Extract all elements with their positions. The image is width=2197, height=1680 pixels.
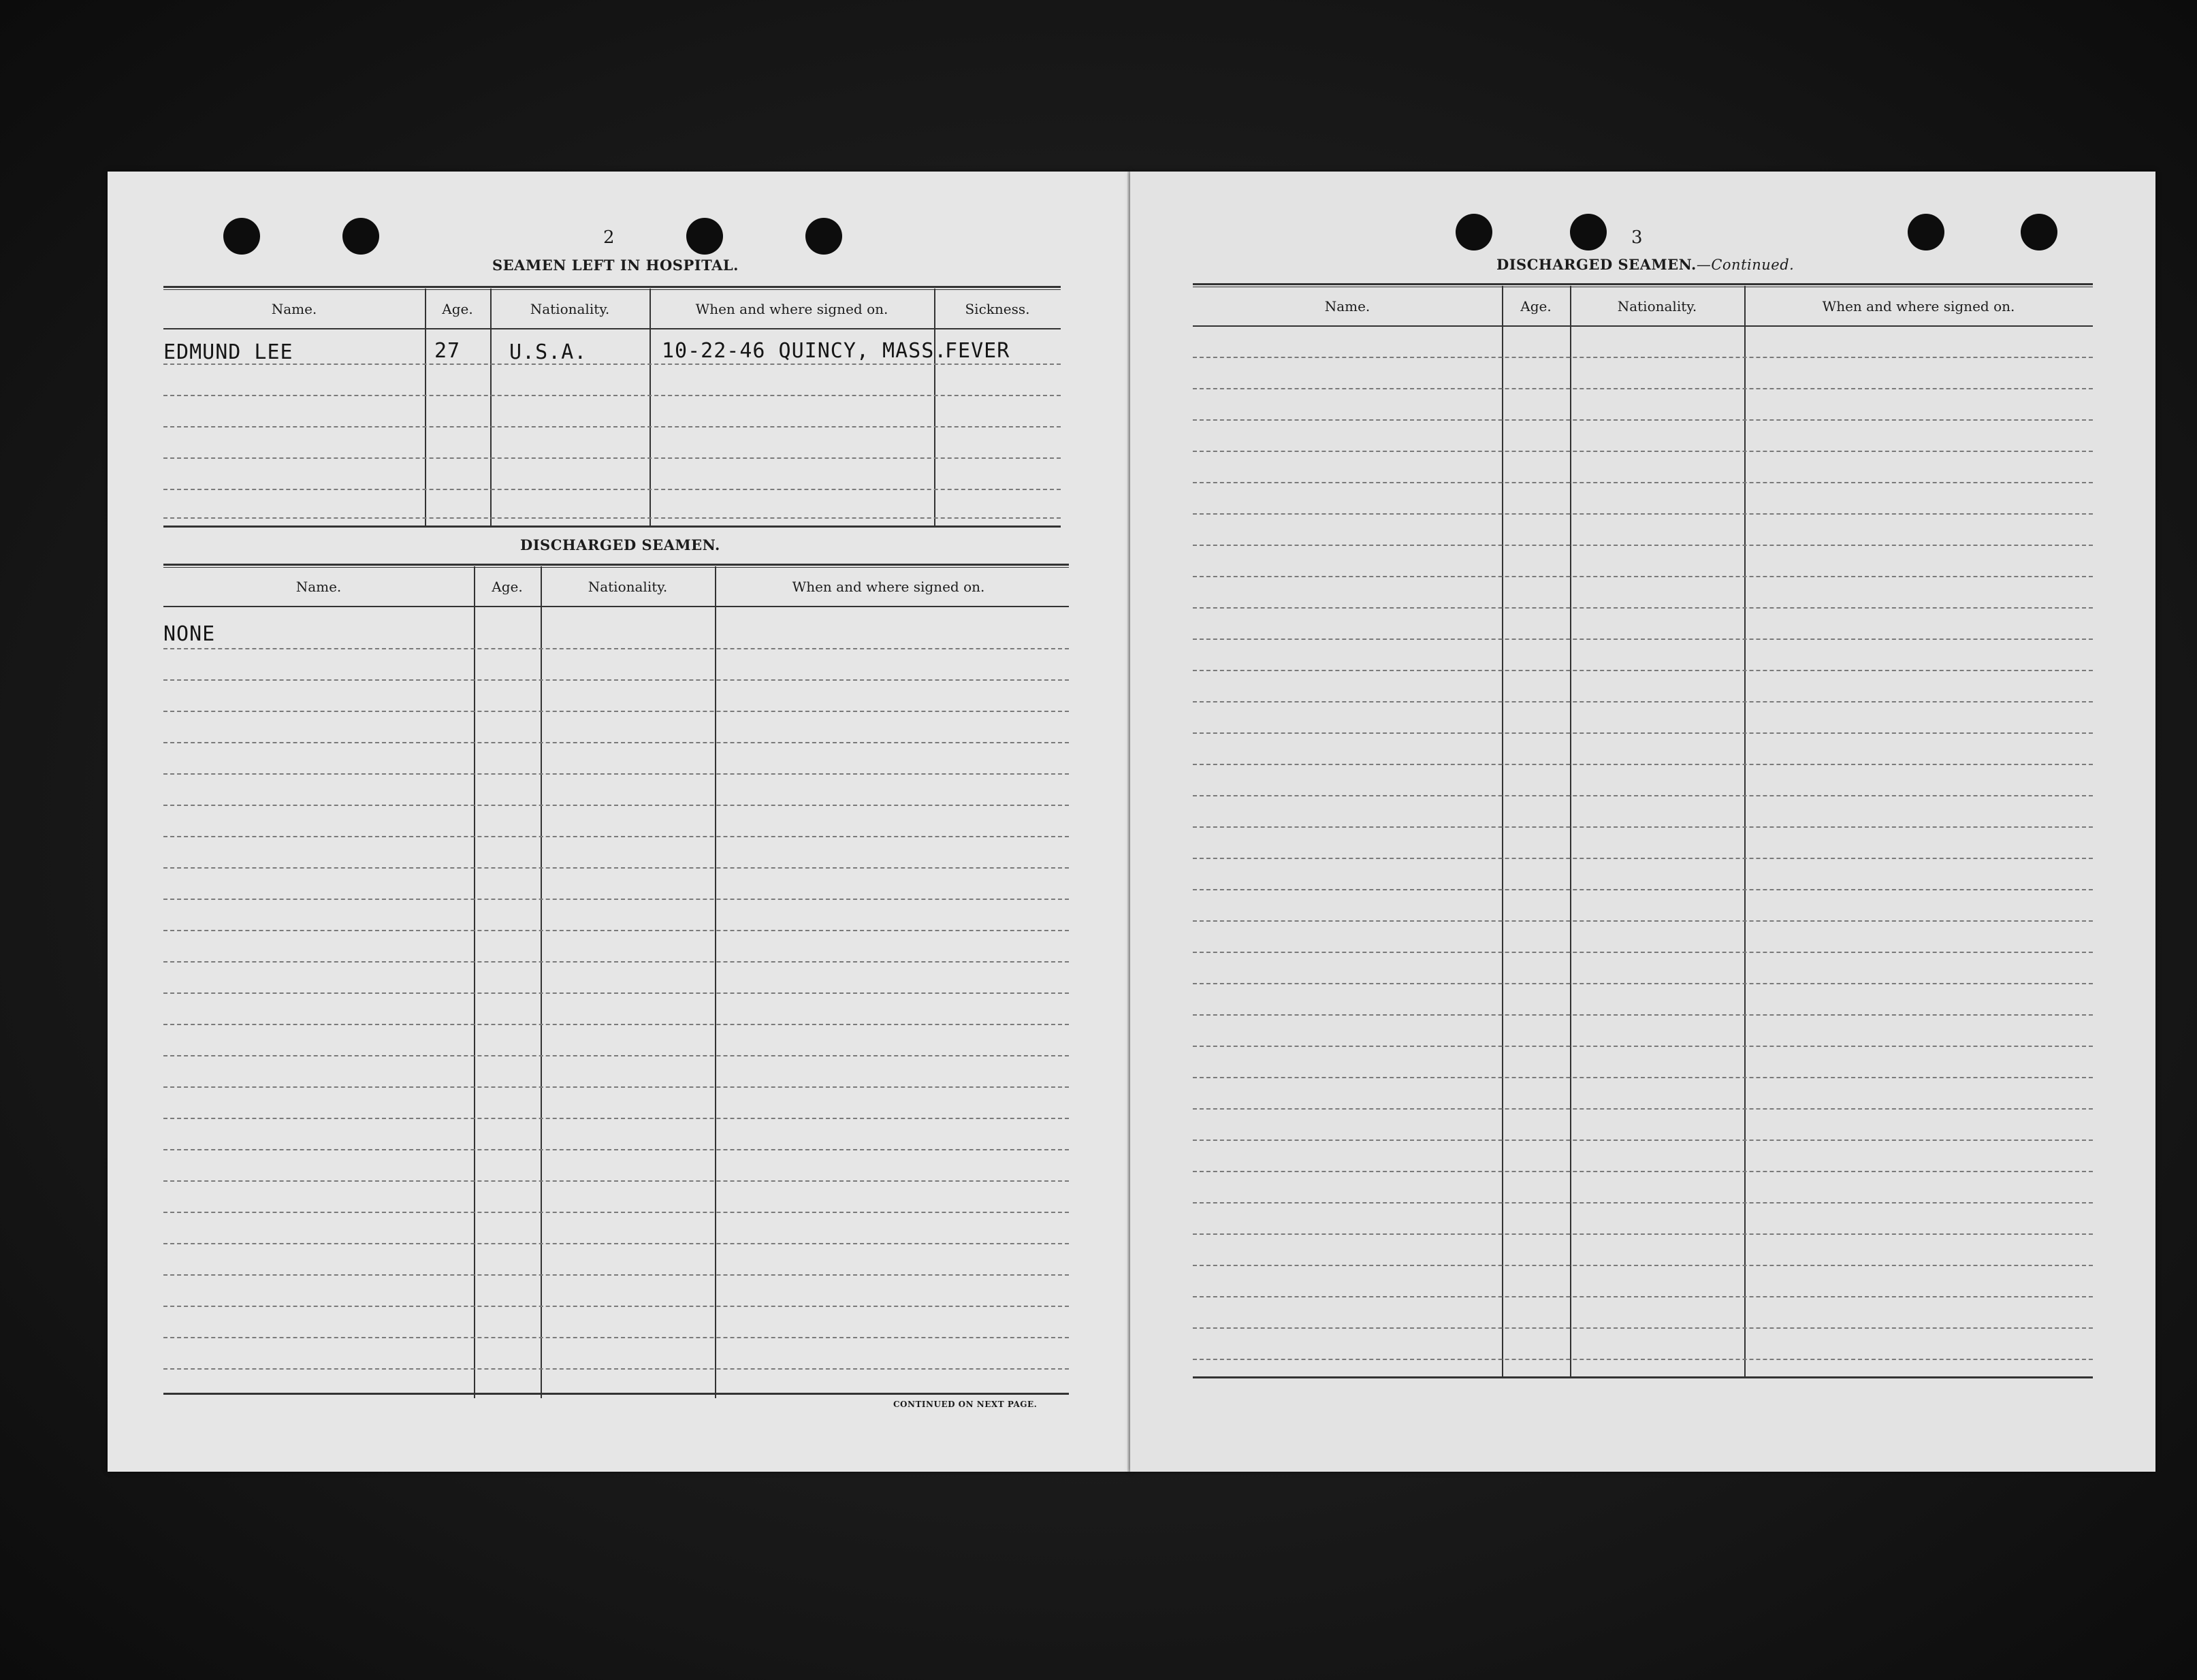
hospital-header-nationality: Nationality.: [530, 301, 610, 317]
punch-hole: [1456, 214, 1492, 251]
hospital-section-title: SEAMEN LEFT IN HOSPITAL.: [492, 257, 739, 274]
punch-hole: [686, 218, 723, 255]
hospital-row-nationality: U.S.A.: [509, 340, 588, 364]
discharged-section-title: DISCHARGED SEAMEN.: [520, 536, 720, 553]
page-number: 2: [603, 227, 615, 248]
punch-hole: [2021, 214, 2057, 251]
right-page: [1130, 172, 2155, 1472]
left-page: [108, 172, 1130, 1472]
punch-hole: [1570, 214, 1607, 251]
continued-header-age: Age.: [1520, 298, 1552, 314]
discharged-continued-title: DISCHARGED SEAMEN.—Continued.: [1496, 256, 1795, 273]
hospital-row-signed-on: 10-22-46 QUINCY, MASS.: [662, 339, 948, 363]
hospital-row-name: EDMUND LEE: [163, 340, 293, 364]
punch-hole: [1908, 214, 1944, 251]
punch-hole: [342, 218, 379, 255]
punch-hole: [805, 218, 842, 255]
discharged-header-nationality: Nationality.: [588, 579, 668, 595]
hospital-header-age: Age.: [442, 301, 473, 317]
continued-header-name: Name.: [1324, 298, 1370, 314]
hospital-header-name: Name.: [271, 301, 317, 317]
discharged-header-name: Name.: [295, 579, 342, 595]
discharged-header-signed-on: When and where signed on.: [792, 579, 985, 595]
hospital-row-sickness: FEVER: [945, 339, 1010, 363]
discharged-continued-table: [1193, 283, 2093, 1372]
continued-footer: CONTINUED ON NEXT PAGE.: [893, 1400, 1038, 1409]
discharged-header-age: Age.: [492, 579, 523, 595]
continued-header-signed-on: When and where signed on.: [1822, 298, 2015, 314]
hospital-header-sickness: Sickness.: [965, 301, 1030, 317]
continued-header-nationality: Nationality.: [1617, 298, 1697, 314]
page-number: 3: [1631, 227, 1643, 248]
hospital-row-age: 27: [434, 339, 461, 363]
discharged-entry-none: NONE: [163, 622, 216, 646]
discharged-table: [163, 564, 1069, 1370]
hospital-header-signed-on: When and where signed on.: [695, 301, 888, 317]
punch-hole: [223, 218, 260, 255]
